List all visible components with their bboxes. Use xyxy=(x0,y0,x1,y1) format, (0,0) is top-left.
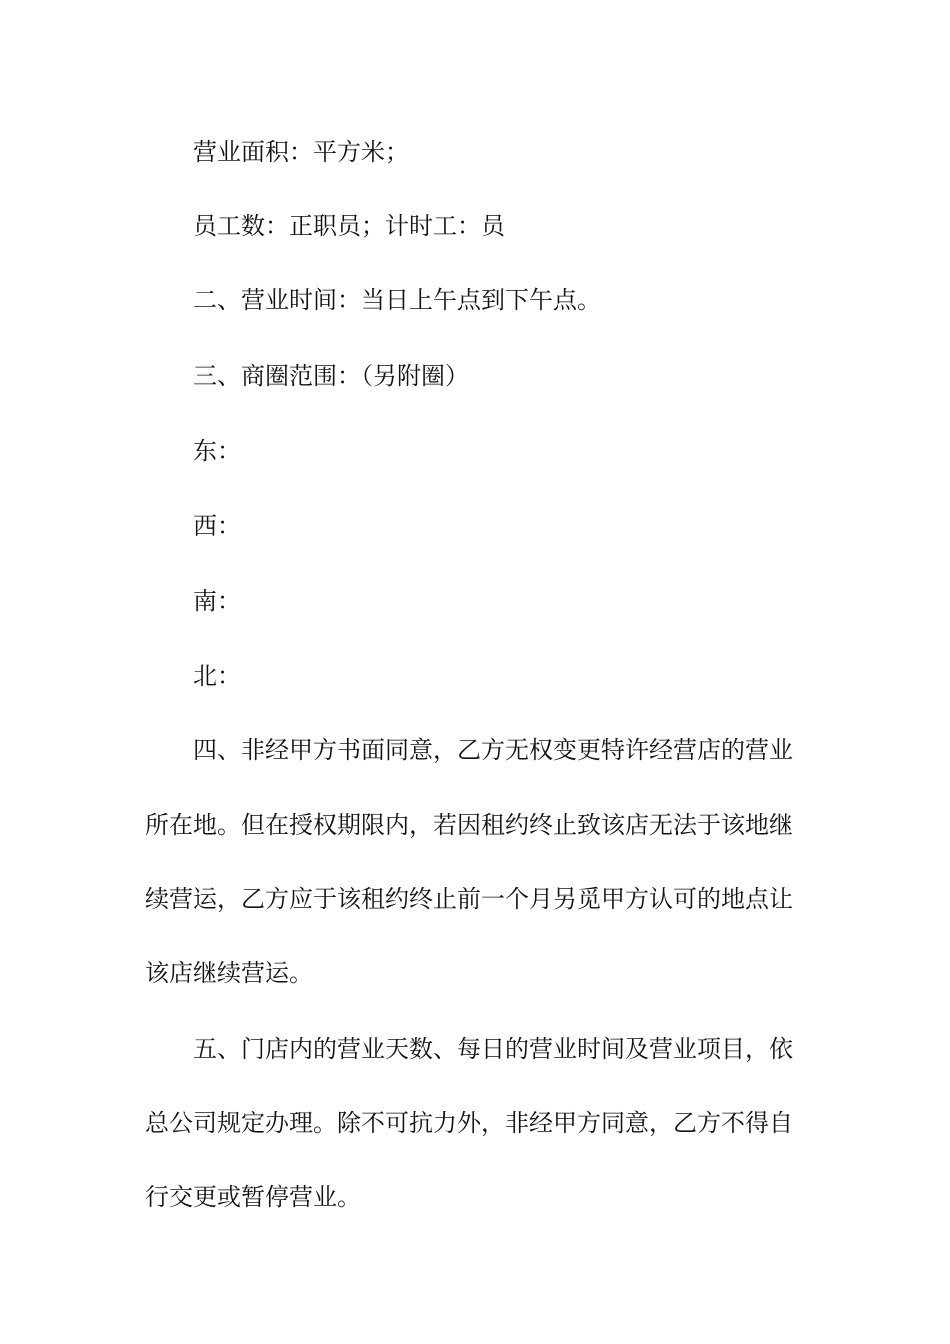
trade-area-south: 南： xyxy=(193,587,241,615)
trade-area-north: 北： xyxy=(193,662,241,690)
section-4-line-4: 该店继续营运。 xyxy=(145,959,313,987)
section-5-line-3: 行交更或暂停营业。 xyxy=(145,1183,361,1211)
section-4-line-3: 续营运，乙方应于该租约终止前一个月另觅甲方认可的地点让 xyxy=(145,885,793,913)
section-4-line-1: 四、非经甲方书面同意，乙方无权变更特许经营店的营业 xyxy=(193,736,793,764)
section-5-line-1: 五、门店内的营业天数、每日的营业时间及营业项目，依 xyxy=(193,1035,793,1063)
section-4-line-2: 所在地。但在授权期限内，若因租约终止致该店无法于该地继 xyxy=(145,811,793,839)
section-2-business-hours: 二、营业时间：当日上午点到下午点。 xyxy=(193,286,601,314)
staff-count-line: 员工数：正职员；计时工：员 xyxy=(193,212,505,240)
section-3-trade-area: 三、商圈范围：（另附圈） xyxy=(193,362,469,390)
trade-area-east: 东： xyxy=(193,437,241,465)
business-area-line: 营业面积：平方米； xyxy=(193,138,409,166)
section-5-line-2: 总公司规定办理。除不可抗力外，非经甲方同意，乙方不得自 xyxy=(145,1109,793,1137)
trade-area-west: 西： xyxy=(193,512,241,540)
